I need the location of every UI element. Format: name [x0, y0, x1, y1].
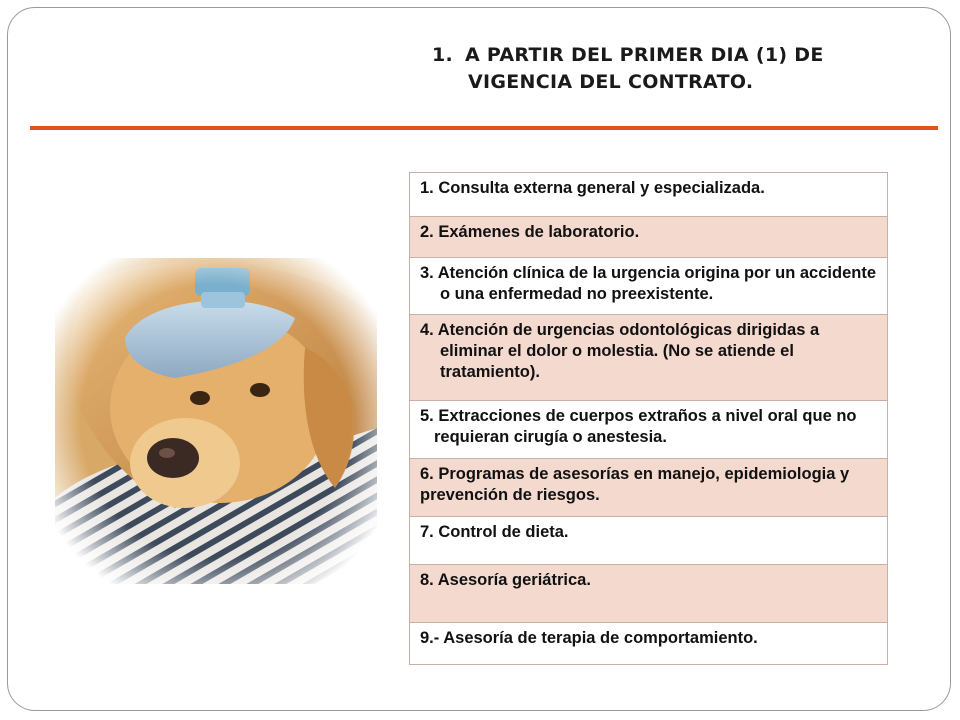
- table-row: [410, 217, 888, 258]
- service-item-3: 3. Atención clínica de la urgencia origina por un accidente o una enfermedad no preexistente.: [420, 264, 876, 303]
- table-row: [410, 565, 888, 623]
- service-item-4: 4. Atención de urgencias odontológicas dirigidas a eliminar el dolor o molestia. (No se atiende el tratamiento).: [420, 321, 820, 381]
- services-table: [409, 172, 888, 665]
- title-line-2: VIGENCIA DEL CONTRATO.: [468, 71, 754, 93]
- title-line-1: A PARTIR DEL PRIMER DIA (1) DE: [465, 44, 824, 66]
- table-row: [410, 315, 888, 401]
- service-cell-3: [410, 258, 888, 315]
- service-item-2: 2. Exámenes de laboratorio.: [410, 217, 888, 258]
- table-row: [410, 517, 888, 565]
- table-row: [410, 258, 888, 315]
- service-item-5: 5. Extracciones de cuerpos extraños a nivel oral que no requieran cirugía o anestesia.: [420, 407, 857, 446]
- service-cell-4: [410, 315, 888, 401]
- service-item-9: 9.- Asesoría de terapia de comportamiento.: [410, 623, 888, 665]
- service-item-1: 1. Consulta externa general y especializada.: [410, 173, 888, 217]
- dog-photo: [55, 258, 377, 584]
- service-cell-5: [410, 401, 888, 459]
- table-row: [410, 623, 888, 665]
- slide-title: [432, 42, 932, 96]
- table-row: [410, 173, 888, 217]
- title-divider: [30, 126, 938, 130]
- table-row: [410, 401, 888, 459]
- table-row: [410, 459, 888, 517]
- service-item-7: 7. Control de dieta.: [410, 517, 888, 565]
- title-number: 1.: [432, 44, 454, 66]
- service-item-8: 8. Asesoría geriátrica.: [410, 565, 888, 623]
- service-item-6: 6. Programas de asesorías en manejo, epidemiologia y prevención de riesgos.: [410, 459, 888, 517]
